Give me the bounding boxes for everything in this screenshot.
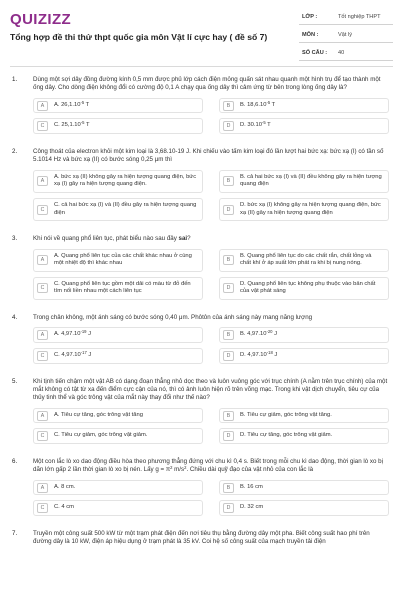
question-7 [0, 530, 400, 547]
option-d[interactable] [219, 198, 389, 221]
meta-key: SỐ CÂU : [302, 50, 328, 56]
option-text: A. Tiêu cự tăng, góc trông vật tăng [54, 411, 143, 418]
option-letter: B [223, 411, 234, 421]
question-text: Dùng một sợi dây đồng đường kính 0,5 mm được phủ lớp cách điện mỏng quấn sát nhau quanh một hình trụ để tạo thành một ống dây. Cho dòng điện không đổi có cường độ 0,1 A chạy qua ống dây thì cảm ứng từ bên trong lòng ống dây là? [33, 76, 381, 92]
option-text: B. Quang phổ liên tục do các chất rắn, chất lỏng và chất khí ở áp suất lớn phát ra khi bị nung nóng. [240, 252, 372, 267]
question-1 [0, 76, 400, 139]
option-text: D. $30.10^{-5}$ T [240, 120, 271, 129]
options-grid [33, 480, 389, 521]
option-letter: B [223, 483, 234, 493]
options-grid [33, 170, 389, 226]
option-text: A. Quang phổ liên tục của các chất khác nhau ở cùng một nhiệt độ thì khác nhau [54, 252, 192, 267]
meta-value: 40 [338, 50, 345, 56]
question-number: 7. [12, 529, 18, 537]
option-letter: C [37, 431, 48, 441]
option-letter: A [37, 255, 48, 265]
option-d[interactable] [219, 428, 389, 444]
option-b[interactable] [219, 98, 389, 114]
option-letter: A [37, 330, 48, 340]
question-number: 4. [12, 313, 18, 321]
option-text: D. Tiêu cự tăng, góc trông vật giảm. [240, 432, 333, 439]
meta-key: MÔN : [302, 32, 319, 38]
option-b[interactable] [219, 327, 389, 343]
option-letter: D [223, 205, 234, 215]
option-d[interactable] [219, 500, 389, 516]
option-text: A. $4,97.10^{-19}$ J [54, 329, 92, 338]
option-letter: C [37, 503, 48, 513]
option-letter: D [223, 283, 234, 293]
options-grid [33, 98, 389, 139]
options-grid [33, 408, 389, 449]
option-b[interactable] [219, 408, 389, 424]
option-text: B. $18,6.10^{-5}$ T [240, 99, 276, 108]
option-d[interactable] [219, 348, 389, 364]
option-text: D. Quang phổ liên tục không phụ thuộc vào bản chất của vật phát sáng [240, 280, 376, 295]
meta-box [299, 10, 393, 64]
option-letter: D [223, 351, 234, 361]
option-text: D. 32 cm [240, 504, 264, 511]
question-3 [0, 235, 400, 305]
option-text: B. cả hai bức xạ (I) và (II) đều không gây ra hiện tượng quang điện [240, 173, 382, 188]
option-letter: D [223, 431, 234, 441]
option-text: C. $25,1.10^{-5}$ T [54, 120, 90, 129]
option-text: C. Tiêu cự giảm, góc trông vật giảm. [54, 432, 148, 439]
option-letter: A [37, 411, 48, 421]
option-c[interactable] [33, 348, 203, 364]
option-text: C. 4 cm [54, 504, 74, 511]
header-divider [10, 66, 393, 67]
option-text: D. $4,97.10^{-18}$ J [240, 349, 278, 358]
question-5 [0, 378, 400, 449]
option-letter: C [37, 205, 48, 215]
question-text: Khi tịnh tiến chậm một vật AB có dạng đoạn thẳng nhỏ dọc theo và luôn vuông góc với trục chính (A nằm trên trục chính) của một mắt không có tật từ xa đến điểm cực cận của nó, thì có ảnh luôn hiện rõ trên võng mạc. Trong khi vật dịch chuyển, tiêu cự của thủy tinh thể và góc trông vật của mắt này thay đổi như thế nào? [33, 377, 388, 402]
option-d[interactable] [219, 277, 389, 300]
option-letter: D [223, 503, 234, 513]
option-text: A. 8 cm. [54, 483, 76, 490]
option-b[interactable] [219, 480, 389, 496]
option-letter: A [37, 483, 48, 493]
question-list [0, 76, 400, 556]
options-grid [33, 327, 389, 368]
question-6 [0, 458, 400, 521]
option-text: D. bức xạ (I) không gây ra hiện tượng quang điện, bức xạ (II) gây ra hiện tượng quang điện [240, 202, 381, 216]
question-number: 2. [12, 148, 18, 155]
meta-row-count [299, 46, 393, 61]
option-letter: A [37, 176, 48, 186]
question-text: Truyền một công suất 500 kW từ một trạm phát điện đến nơi tiêu thụ bằng đường dây một pha. Biết công suất hao phí trên đường dây là 10 kW, điện áp hiệu dụng ở trạm phát là 35 kV. Coi hệ số công suất của mạch truyền tải điện [33, 529, 370, 546]
page-header [0, 0, 400, 70]
question-number: 1. [12, 76, 18, 83]
question-number: 5. [12, 377, 18, 385]
option-letter: B [223, 101, 234, 111]
option-text: B. Tiêu cự giảm, góc trông vật tăng. [240, 411, 332, 418]
meta-value: Vật lý [338, 32, 352, 38]
question-number: 3. [12, 235, 18, 243]
option-b[interactable] [219, 170, 389, 193]
question-text: Một con lắc lò xo dao động điều hòa theo phương thẳng đứng với chu kì 0,4 s. Biết trong mỗi chu kì dao động, thời gian lò xo bị dãn lớn gấp 2 lần thời gian lò xo bị nén. Lấy $g = \pi^2$ $m/s^2$. Chiều dài quỹ đạo của vật nhỏ của con lắc là [33, 457, 383, 474]
option-letter: B [223, 255, 234, 265]
option-letter: C [37, 283, 48, 293]
option-text: A. bức xạ (II) không gây ra hiện tượng quang điện, bức xạ (I) gây ra hiện tượng quang điện. [54, 173, 197, 188]
option-text: A. $26,1.10^{-5}$ T [54, 99, 90, 108]
option-c[interactable] [33, 198, 203, 221]
option-a[interactable] [33, 327, 203, 343]
question-4 [0, 314, 400, 369]
option-c[interactable] [33, 118, 203, 134]
meta-row-subject [299, 28, 393, 43]
option-text: C. cả hai bức xạ (I) và (II) đều gây ra hiện tượng quang điện [54, 202, 197, 216]
option-c[interactable] [33, 428, 203, 444]
question-2 [0, 148, 400, 226]
question-text: Trong chân không, một ánh sáng có bước sóng 0,40 μm. Phôtôn của ánh sáng này mang năng lượng [33, 313, 313, 321]
option-d[interactable] [219, 118, 389, 134]
question-text: Khi nói về quang phổ liên tục, phát biểu nào sau đây sai? [33, 235, 191, 243]
option-a[interactable] [33, 480, 203, 496]
option-text: B. $4,97.10^{-20}$ J [240, 329, 278, 338]
option-a[interactable] [33, 170, 203, 193]
options-grid [33, 249, 389, 305]
meta-row-class [299, 10, 393, 25]
meta-key: LỚP : [302, 14, 318, 20]
meta-value: Tốt nghiệp THPT [338, 14, 381, 20]
option-c[interactable] [33, 277, 203, 300]
option-a[interactable] [33, 408, 203, 424]
option-letter: D [223, 121, 234, 131]
option-a[interactable] [33, 249, 203, 272]
option-letter: C [37, 351, 48, 361]
option-letter: A [37, 101, 48, 111]
option-text: B. 16 cm [240, 483, 263, 490]
question-number: 6. [12, 457, 18, 465]
option-text: C. Quang phổ liên tục gồm một dải có màu từ đỏ đến tím nối liền nhau một cách liên tục [54, 280, 191, 295]
option-c[interactable] [33, 500, 203, 516]
option-letter: B [223, 330, 234, 340]
option-text: C. $4,97.10^{-17}$ J [54, 349, 92, 358]
option-letter: C [37, 121, 48, 131]
option-letter: B [223, 176, 234, 186]
quizizz-logo: QUIZIZZ [10, 11, 72, 28]
option-a[interactable] [33, 98, 203, 114]
option-b[interactable] [219, 249, 389, 272]
question-text: Công thoát của electron khỏi một kim loại là 3,68.10-19 J. Khi chiếu vào tấm kim loại đó lần lượt hai bức xạ: bức xạ (I) có tần số 5.1014 Hz và bức xạ (II) có bước sóng 0,25 μm thì [33, 148, 384, 164]
page-title: Tổng hợp đề thi thử thpt quốc gia môn Vật lí cực hay ( đề số 7) [10, 32, 268, 42]
